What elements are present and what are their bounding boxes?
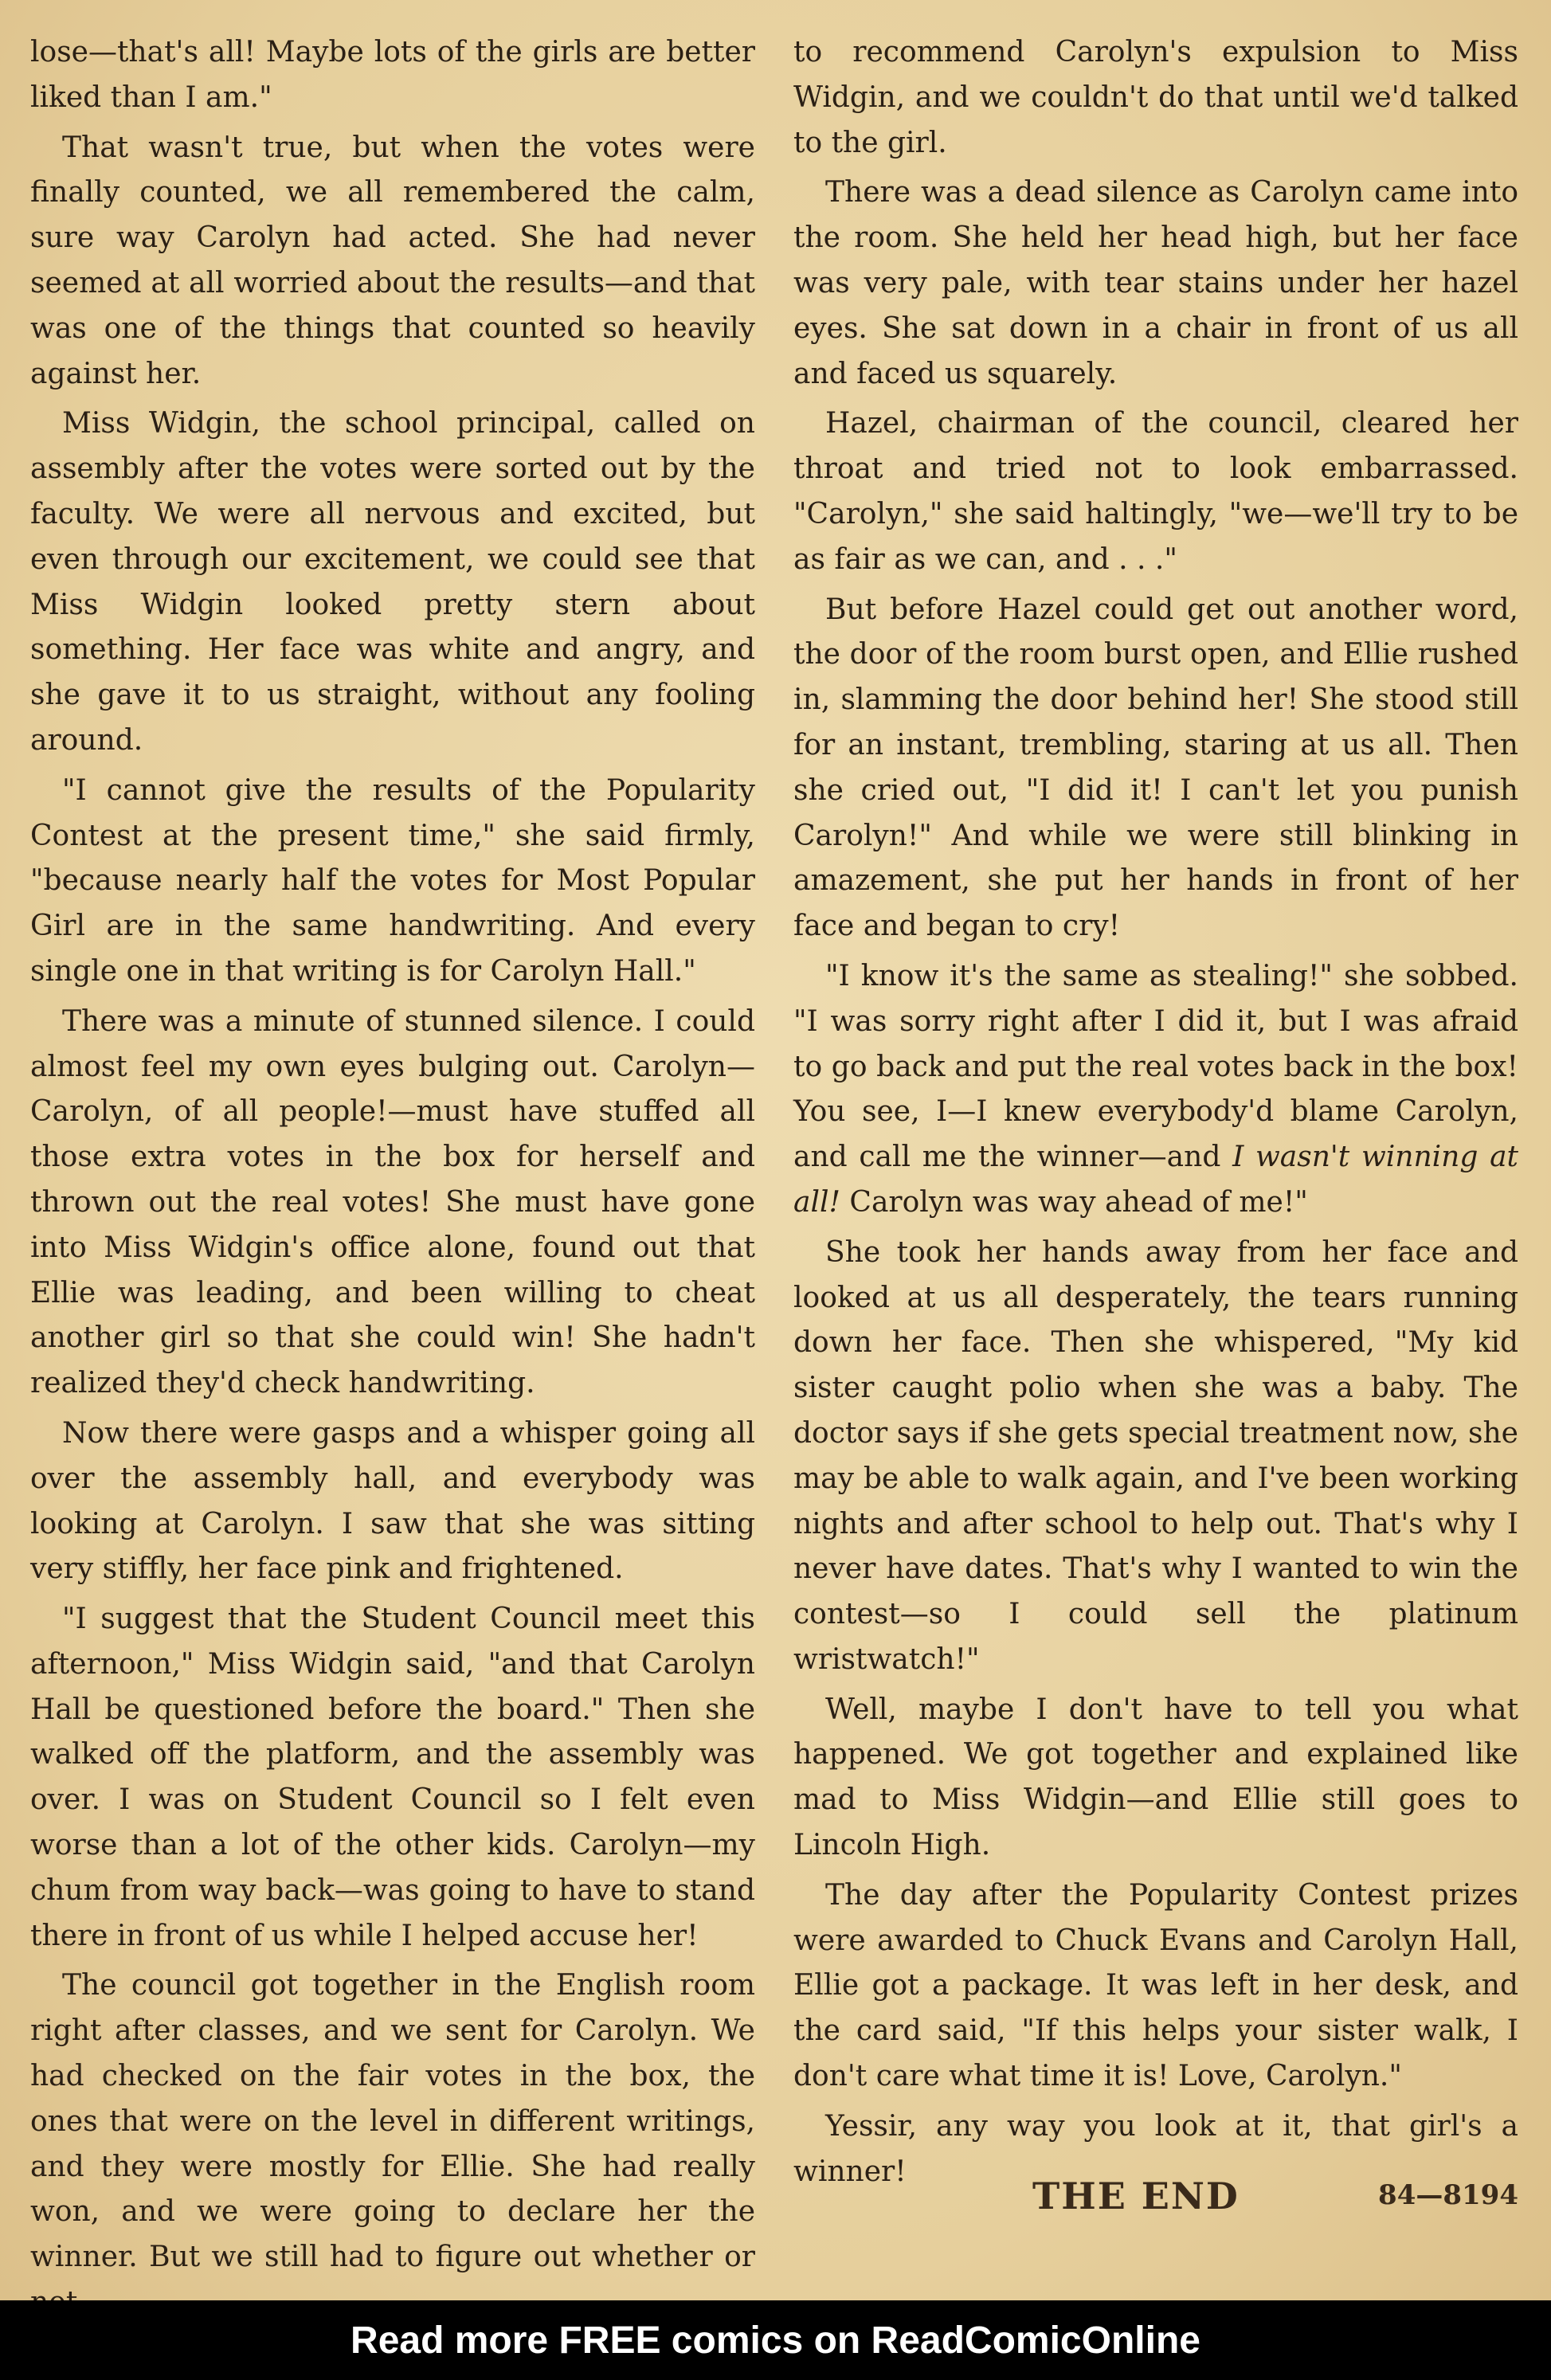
paragraph: There was a minute of stunned silence. I could almost feel my own eyes bulging out. Carolyn—Carolyn, of all people!—must have stuffed all those extra votes in the box for herself and thrown out the real votes! She must have gone into Miss Widgin's office alone, found out that Ellie was leading, and been willing to cheat another girl so that she could win! She hadn't realized they'd check handwriting.	[30, 1004, 755, 1400]
paragraph: She took her hands away from her face and looked at us all desperately, the tears running down her face. Then she whispered, "My kid sister caught polio when she was a baby. The doctor says if she gets special treatment now, she may be able to walk again, and I've been working nights and after school to help out. That's why I never have dates. That's why I wanted to win the contest—so I could sell the platinum wristwatch!"	[793, 1235, 1518, 1676]
paragraph: The day after the Popularity Contest prizes were awarded to Chuck Evans and Carolyn Hall, Ellie got a package. It was left in her desk, and the card said, "If this helps your sister walk, I don't care what time it is! Love, Carolyn."	[793, 1878, 1518, 2093]
paragraph: to recommend Carolyn's expulsion to Miss Widgin, and we couldn't do that until we'd talked to the girl.	[793, 36, 1518, 159]
paragraph: Well, maybe I don't have to tell you what happened. We got together and explained like mad to Miss Widgin—and Ellie still goes to Lincoln High.	[793, 1693, 1518, 1862]
paragraph: Miss Widgin, the school principal, called on assembly after the votes were sorted out by the faculty. We were all nervous and excited, but even through our excitement, we could see that Miss Widgin looked pretty stern about something. Her face was white and angry, and she gave it to us straight, without any fooling around.	[30, 407, 755, 757]
paragraph-italic: I wasn't winning at all!	[793, 1141, 1518, 1219]
paragraph: The council got together in the English room right after classes, and we sent for Carolyn. We had checked on the fair votes in the box, the ones that were on the level in different writings, and they were mostly for Ellie. She had really won, and we were going to declare her the winner. But we still had to figure out whether or	[30, 1969, 755, 2274]
right-text-column	[793, 30, 1518, 2199]
paragraph	[793, 954, 1518, 1226]
paragraph: Now there were gasps and a whisper going all over the assembly hall, and everybody was looking at Carolyn. I saw that she was sitting very stiffly, her face pink and frightened.	[30, 1416, 755, 1586]
footer-banner	[0, 2300, 1551, 2380]
paragraph: lose—that's all! Maybe lots of the girls are better liked than I am."	[30, 36, 755, 114]
end-title: THE END	[1032, 2174, 1240, 2218]
page-code: 84—8194	[1378, 2179, 1518, 2211]
paragraph: "I cannot give the results of the Popularity Contest at the present time," she said firmly, "because nearly half the votes for Most Popular Girl are in the same handwriting. And every single one in that writing is for Carolyn Hall."	[30, 773, 755, 988]
read-more-link[interactable]: Read more FREE comics on ReadComicOnline	[351, 2319, 1200, 2362]
end-row	[793, 2174, 1518, 2230]
left-text-column	[30, 30, 755, 2331]
paragraph: Hazel, chairman of the council, cleared her throat and tried not to look embarrassed. "Carolyn," she said haltingly, "we—we'll try to be as fair as we can, and . . ."	[793, 407, 1518, 576]
paragraph: Yessir, any way you look at it, that girl's a winner!	[793, 2109, 1518, 2188]
paragraph-lead: "I know it's the same as stealing!" she sobbed. "I was sorry right after I did it, but I was afraid to go back and put the real votes back in the box! You see, I—I knew everybody'd blame Carolyn, and call me the winner—and	[793, 959, 1518, 1174]
paragraph: But before Hazel could get out another word, the door of the room burst open, and Ellie rushed in, slamming the door behind her! She stood still for an instant, trembling, staring at us all. Then she cried out, "I did it! I can't let you punish Carolyn!" And while we were still blinking in amazement, she put her hands in front of her face and began to cry!	[793, 593, 1518, 943]
paragraph-tail: Carolyn was way ahead of me!"	[840, 1185, 1308, 1219]
paragraph: There was a dead silence as Carolyn came into the room. She held her head high, but her face was very pale, with tear stains under her hazel eyes. She sat down in a chair in front of us all and faced us squarely.	[793, 176, 1518, 390]
paragraph: That wasn't true, but when the votes were finally counted, we all remembered the calm, sure way Carolyn had acted. She had never seemed at all worried about the results—and that was one of the things that counted so heavily against her.	[30, 131, 755, 390]
paragraph: "I suggest that the Student Council meet this afternoon," Miss Widgin said, "and that Carolyn Hall be questioned before the board." Then she walked off the platform, and the assembly was over. I was on Student Council so I felt even worse than a lot of the other kids. Carolyn—my chum from way back—was going to have to stand there in front of us while I helped accuse her!	[30, 1603, 755, 1952]
